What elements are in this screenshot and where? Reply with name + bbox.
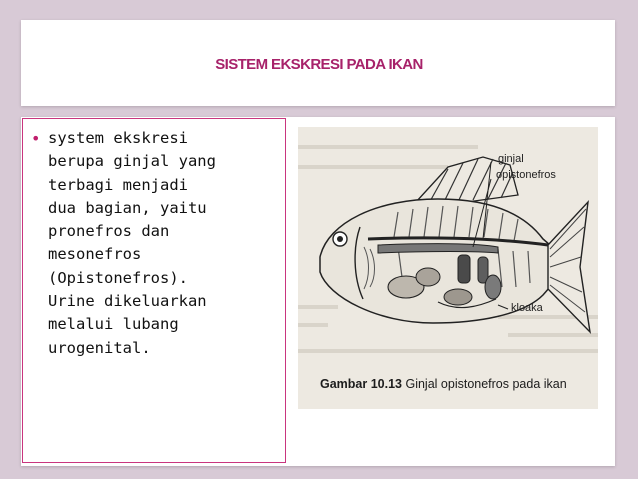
- label-opistonefros: opistonefros: [496, 169, 556, 181]
- label-ginjal: ginjal: [498, 153, 524, 165]
- slide-title: SISTEM EKSKRESI PADA IKAN: [215, 56, 423, 73]
- figure-caption-text: Ginjal opistonefros pada ikan: [405, 377, 567, 391]
- fish-figure-image: [298, 127, 598, 409]
- text-placeholder[interactable]: [22, 118, 286, 463]
- figure-caption: [320, 377, 567, 391]
- label-kloaka: kloaka: [511, 302, 543, 314]
- bullet-text: system ekskresi berupa ginjal yang terbagi menjadi dua bagian, yaitu pronefros dan mesonefros (Opistonefros). Urine dikeluarkan melalui lubang urogenital.: [48, 129, 216, 357]
- figure-caption-number: Gambar 10.13: [320, 377, 402, 391]
- bullet-icon: •: [31, 129, 41, 148]
